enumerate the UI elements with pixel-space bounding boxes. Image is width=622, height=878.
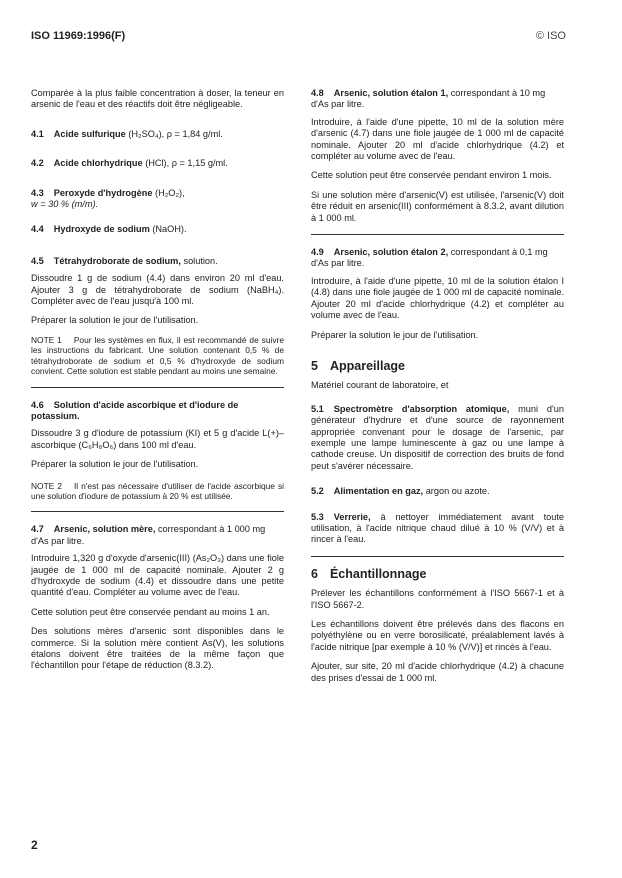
divider xyxy=(311,234,564,235)
clause-4-5-heading: 4.5 Tétrahydroborate de sodium, solution. xyxy=(31,255,218,266)
clause-4-1: 4.1 Acide sulfurique (H₂SO₄), ρ = 1,84 g/ml. xyxy=(31,128,223,139)
divider xyxy=(31,387,284,388)
clause-5-1: 5.1 Spectromètre d'absorption atomique, muni d'un générateur d'hydrure et d'une source de rayonnement appropriée convenant pour le dosage de l'arsenic, par exemple une lampe luminescente à gaz ou une lampe à cathode creuse. Un dispositif de correction des bruits de fond peut s'avérer nécessaire. xyxy=(311,403,564,471)
copyright-mark: © ISO xyxy=(535,30,566,42)
standard-number: ISO 11969:1996(F) xyxy=(31,30,126,42)
right-column xyxy=(311,88,564,684)
clause-4-7-storage: Cette solution peut être conservée pendant au moins 1 an. xyxy=(31,606,270,617)
section-6-text-1: Prélever les échantillons conformément à l'ISO 5667-1 et à l'ISO 5667-2. xyxy=(311,588,564,610)
divider xyxy=(31,511,284,512)
clause-4-6-prep: Préparer la solution le jour de l'utilisation. xyxy=(31,459,199,470)
section-6-title: 6 Échantillonnage xyxy=(311,566,427,581)
left-column xyxy=(31,88,284,672)
section-6-text-3: Ajouter, sur site, 20 ml d'acide chlorhydrique (4.2) à chacune des prises d'essai de 1 000 ml. xyxy=(311,661,564,683)
clause-4-7-heading: 4.7 Arsenic, solution mère, correspondant à 1 000 mg d'As par litre. xyxy=(31,524,266,546)
clause-4-7-commercial: Des solutions mères d'arsenic sont disponibles dans le commerce. Si la solution mère contient As(V), les solutions étalons doivent être traitées de la même façon que l'échantillon pour l'étape de réduction (8.3.2). xyxy=(31,626,284,671)
clause-4-3: 4.3 Peroxyde d'hydrogène (H₂O₂), w = 30 % (m/m). xyxy=(31,187,185,210)
clause-4-5-text: Dissoudre 1 g de sodium (4.4) dans environ 20 ml d'eau. Ajouter 3 g de tétrahydroborate de sodium (NaBH₄). Compléter avec de l'eau jusqu'à 100 ml. xyxy=(31,273,284,307)
clause-4-8-reduction: Si une solution mère d'arsenic(V) est utilisée, l'arsenic(V) doit être réduit en arsenic(III) conformément à 8.3.2, avant dilution à 1 000 ml. xyxy=(311,189,564,223)
clause-4-8-heading: 4.8 Arsenic, solution étalon 1, correspondant à 10 mg d'As par litre. xyxy=(311,88,546,110)
clause-4-9-text: Introduire, à l'aide d'une pipette, 10 ml de la solution étalon I (4.8) dans une fiole jaugée de 1 000 ml de capacité nominale. Ajouter 20 ml d'acide chlorhydrique (4.2) et compléter au volume avec de l'eau. xyxy=(311,275,564,321)
clause-4-5-prep: Préparer la solution le jour de l'utilisation. xyxy=(31,315,199,326)
intro-paragraph: Comparée à la plus faible concentration à doser, la teneur en arsenic de l'eau et des réactifs doit être négligeable. xyxy=(31,88,284,110)
section-5-title: 5 Appareillage xyxy=(311,358,405,373)
clause-4-7-text: Introduire 1,320 g d'oxyde d'arsenic(III) (As₂O₃) dans une fiole jaugée de 1 000 ml de capacité nominale. Ajouter 2 g d'hydroxyde de sodium (4.4) et dissoudre dans une petite quantité d'eau. Compléter au volume avec de l'eau. xyxy=(31,553,284,598)
note-1: NOTE 1 Pour les systèmes en flux, il est recommandé de suivre les instructions du fabricant. Une solution contenant 0,5 % de tétrahydroborate de sodium et 0,5 % d'hydroxyde de sodium convient. Cette solution est stable pendant au moins une semaine. xyxy=(31,334,284,377)
clause-4-8-storage: Cette solution peut être conservée pendant environ 1 mois. xyxy=(311,170,552,181)
clause-4-6-text: Dissoudre 3 g d'iodure de potassium (KI) et 5 g d'acide L(+)–ascorbique (C₆H₈O₆) dans 100 ml d'eau. xyxy=(31,428,284,450)
note-2: NOTE 2 Il n'est pas nécessaire d'utiliser de l'acide ascorbique si une solution d'iodure de potassium à 20 % est utilisée. xyxy=(31,480,285,501)
clause-4-8-text: Introduire, à l'aide d'une pipette, 10 ml de la solution mère d'arsenic (4.7) dans une fiole jaugée de 1 000 ml de capacité nominale. Ajouter 20 ml d'acide chlorhydrique (4.2) et compléter au volume avec de l'eau. xyxy=(311,116,564,162)
section-6-text-2: Les échantillons doivent être prélevés dans des flacons en polyéthylène ou en verre borosilicaté, préalablement lavés à l'acide nitrique [par exemple à 10 % (V/V)] et rincés à l'eau. xyxy=(311,619,564,652)
clause-4-6-heading: 4.6 Solution d'acide ascorbique et d'iodure de potassium. xyxy=(31,399,239,421)
clause-5-3: 5.3 Verrerie, à nettoyer immédiatement avant toute utilisation, à l'acide nitrique chaud dilué à 10 % (V/V) et à rincer à l'eau. xyxy=(311,511,564,545)
page-number: 2 xyxy=(31,838,38,852)
divider xyxy=(311,556,564,557)
clause-5-2: 5.2 Alimentation en gaz, argon ou azote. xyxy=(311,486,490,497)
clause-4-4: 4.4 Hydroxyde de sodium (NaOH). xyxy=(31,224,187,235)
clause-4-9-prep: Préparer la solution le jour de l'utilisation. xyxy=(311,329,479,340)
clause-4-9-heading: 4.9 Arsenic, solution étalon 2, correspondant à 0,1 mg d'As par litre. xyxy=(311,247,548,269)
section-5-intro: Matériel courant de laboratoire, et xyxy=(311,380,449,391)
clause-4-2: 4.2 Acide chlorhydrique (HCl), ρ = 1,15 g/ml. xyxy=(31,158,228,169)
